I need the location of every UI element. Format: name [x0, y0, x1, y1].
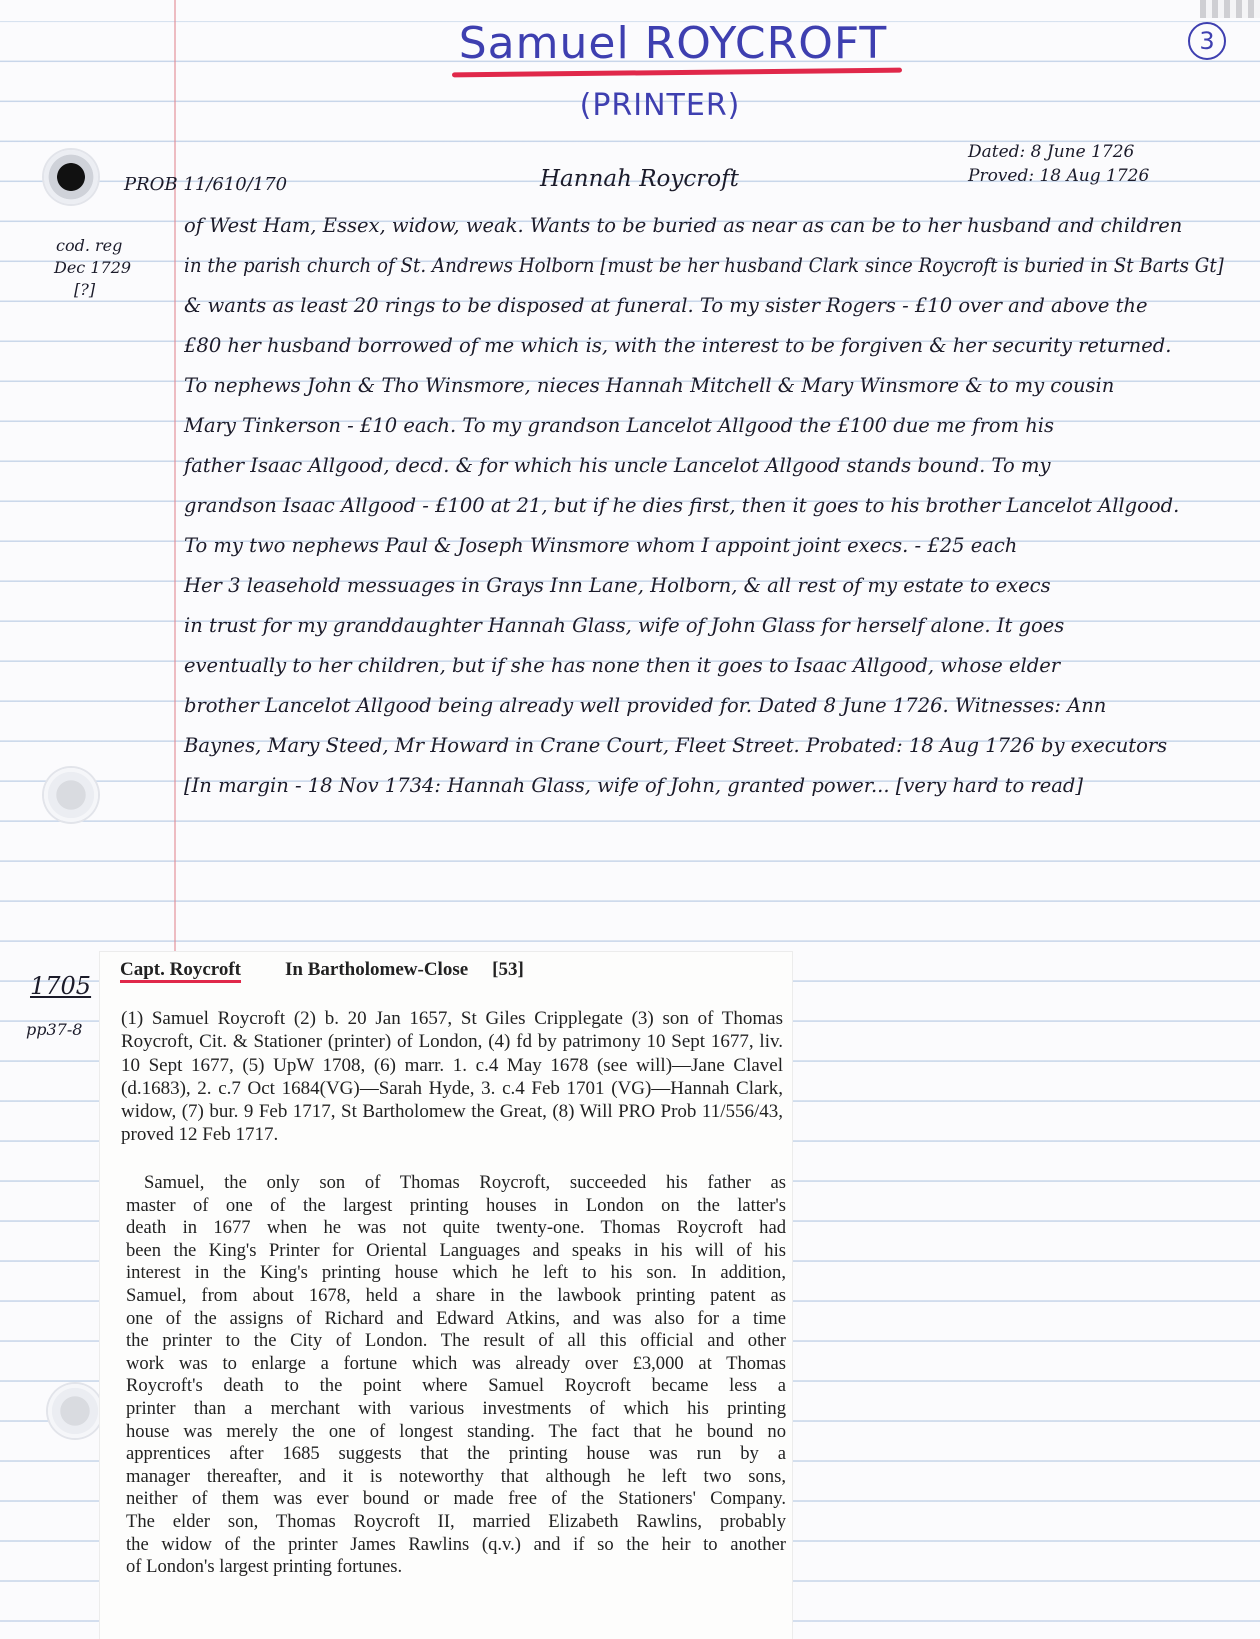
page-subtitle: (PRINTER)	[579, 88, 741, 123]
will-line: father Isaac Allgood, decd. & for which his uncle Lancelot Allgood stands bound. To my	[184, 454, 1051, 477]
page-title: Samuel ROYCROFT	[458, 18, 888, 69]
essay-line: The elder son, Thomas Roycroft II, married Elizabeth Rawlins, probably	[126, 1510, 786, 1532]
torn-edge	[1200, 0, 1260, 18]
dated-note: Dated: 8 June 1726	[968, 142, 1135, 162]
pages-note: pp37-8	[26, 1020, 83, 1039]
essay-line: work was to enlarge a fortune which was already over £3,000 at Thomas	[126, 1352, 786, 1374]
codicil-note-line3: [?]	[74, 280, 96, 299]
will-line: brother Lancelot Allgood being already well provided for. Dated 8 June 1726. Witnesses: Ann	[184, 694, 1107, 717]
will-line: & wants as least 20 rings to be disposed at funeral. To my sister Rogers - £10 over and above the	[184, 294, 1148, 317]
essay-line: the printer to the City of London. The result of all this official and other	[126, 1330, 786, 1352]
clipping-biographical-entry: (1) Samuel Roycroft (2) b. 20 Jan 1657, St Giles Cripplegate (3) son of Thomas Roycroft, Cit. & Stationer (printer) of London, (4) fd by patrimony 10 Sept 1677, liv. 10 Sept 1677, (5) UpW 1708, (6) marr. 1. c.4 May 1678 (see will)—Jane Clavel (d.1683), 2. c.7 Oct 1684(VG)—Sarah Hyde, 3. c.4 Feb 1701 (VG)—Hannah Clark, widow, (7) bur. 9 Feb 1717, St Bartholomew the Great, (8) Will PRO Prob 11/556/43, proved 12 Feb 1717.	[121, 1008, 783, 1146]
will-transcription	[184, 206, 1224, 806]
essay-line: Samuel, the only son of Thomas Roycroft, succeeded his father as	[144, 1172, 786, 1193]
clipping-ref: [53]	[492, 959, 524, 980]
essay-line: neither of them was ever bound or made free of the Stationers' Company.	[126, 1488, 786, 1510]
essay-line: house was merely the one of longest standing. The fact that he bound no	[126, 1420, 786, 1442]
will-line: grandson Isaac Allgood - £100 at 21, but if he dies first, then it goes to his brother Lancelot Allgood.	[184, 494, 1180, 517]
proved-note: Proved: 18 Aug 1726	[968, 166, 1150, 186]
essay-line: manager thereafter, and it is noteworthy that although he left two sons,	[126, 1465, 786, 1487]
testator-heading: Hannah Roycroft	[540, 166, 739, 192]
will-line: £80 her husband borrowed of me which is, with the interest to be forgiven & her security returned.	[184, 334, 1172, 357]
punch-hole	[44, 150, 98, 204]
essay-line: Roycroft's death to the point where Samuel Roycroft became less a	[126, 1375, 786, 1397]
clipping-essay	[126, 1172, 786, 1579]
clipping-name: Capt. Roycroft	[120, 959, 242, 980]
year-note: 1705	[30, 972, 92, 1000]
essay-line: been the King's Printer for Oriental Languages and speaks in his will of his	[126, 1239, 786, 1261]
clipping-header	[120, 959, 524, 981]
essay-line: the widow of the printer James Rawlins (q.v.) and if so the heir to another	[126, 1533, 786, 1555]
codicil-note-line2: Dec 1729	[54, 258, 132, 277]
will-line: Her 3 leasehold messuages in Grays Inn Lane, Holborn, & all rest of my estate to execs	[184, 574, 1051, 597]
essay-line: interest in the King's printing house which he left to his son. In addition,	[126, 1262, 786, 1284]
essay-line: death in 1677 when he was not quite twenty-one. Thomas Roycroft had	[126, 1217, 786, 1239]
will-line: in trust for my granddaughter Hannah Glass, wife of John Glass for herself alone. It goes	[184, 614, 1065, 637]
punch-hole	[44, 768, 98, 822]
will-line: in the parish church of St. Andrews Holborn [must be her husband Clark since Roycroft is buried in St Barts Gt]	[184, 254, 1224, 277]
clipping-location: In Bartholomew-Close	[285, 959, 469, 980]
essay-line: printer than a merchant with various investments of which his printing	[126, 1397, 786, 1419]
essay-line: Samuel, from about 1678, held a share in the lawbook printing patent as	[126, 1284, 786, 1306]
codicil-note-line1: cod. reg	[56, 236, 123, 255]
essay-line: one of the assigns of Richard and Edward Atkins, and was also for a time	[126, 1307, 786, 1329]
printed-clipping	[100, 952, 792, 1639]
essay-line: of London's largest printing fortunes.	[126, 1556, 403, 1578]
will-line: Mary Tinkerson - £10 each. To my grandson Lancelot Allgood the £100 due me from his	[184, 414, 1055, 437]
page-number-badge: 3	[1188, 22, 1226, 60]
will-line: [In margin - 18 Nov 1734: Hannah Glass, wife of John, granted power... [very hard to read]	[184, 774, 1083, 797]
title-underline	[452, 68, 902, 78]
will-line: To nephews John & Tho Winsmore, nieces Hannah Mitchell & Mary Winsmore & to my cousin	[184, 374, 1115, 397]
reference-note: PROB 11/610/170	[124, 174, 288, 195]
will-line: Baynes, Mary Steed, Mr Howard in Crane Court, Fleet Street. Probated: 18 Aug 1726 by executors	[184, 734, 1168, 757]
will-line: To my two nephews Paul & Joseph Winsmore whom I appoint joint execs. - £25 each	[184, 534, 1018, 557]
will-line: of West Ham, Essex, widow, weak. Wants to be buried as near as can be to her husband and children	[184, 214, 1183, 237]
punch-hole	[48, 1384, 102, 1438]
essay-line: master of one of the largest printing houses in London on the latter's	[126, 1194, 786, 1216]
will-line: eventually to her children, but if she has none then it goes to Isaac Allgood, whose elder	[184, 654, 1061, 677]
essay-line: apprentices after 1685 suggests that the printing house was run by a	[126, 1443, 786, 1465]
